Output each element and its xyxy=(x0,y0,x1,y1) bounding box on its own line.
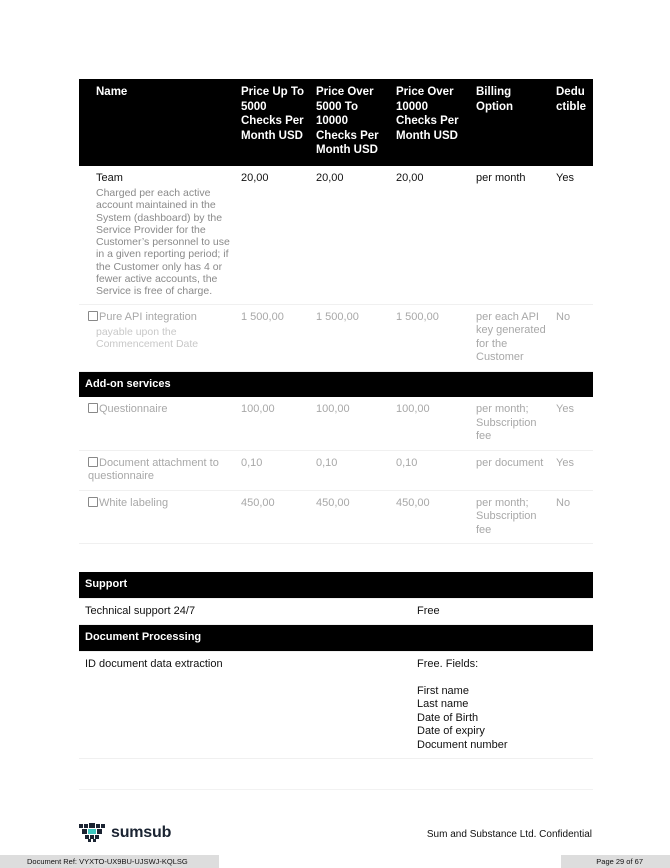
fields-heading: Free. Fields: xyxy=(417,657,479,670)
row-deductible: Yes xyxy=(552,166,593,305)
row-name: White labeling xyxy=(99,496,169,509)
support-section-row xyxy=(79,572,593,598)
row-billing: per month; Subscription fee xyxy=(472,397,552,450)
table-row xyxy=(79,166,593,305)
support-item: Technical support 24/7 xyxy=(79,598,411,625)
confidential-label: Sum and Substance Ltd. Confidential xyxy=(426,829,592,840)
row-billing: per month xyxy=(472,166,552,305)
header-name: Name xyxy=(79,79,237,166)
option-checkbox[interactable] xyxy=(88,403,98,413)
row-tier3: 20,00 xyxy=(392,166,472,305)
row-tier1: 1 500,00 xyxy=(237,304,312,371)
header-billing: Billing Option xyxy=(472,79,552,166)
divider xyxy=(79,789,593,790)
field-item: Document number xyxy=(417,738,508,751)
table-row xyxy=(79,304,593,371)
row-name: Pure API integration xyxy=(99,310,197,323)
addon-section-row xyxy=(79,371,593,397)
row-tier1: 450,00 xyxy=(237,490,312,544)
header-deductible: Deductible xyxy=(552,79,593,166)
row-name-cell xyxy=(79,450,237,490)
row-tier1: 100,00 xyxy=(237,397,312,450)
table-row xyxy=(79,598,593,625)
row-tier3: 1 500,00 xyxy=(392,304,472,371)
row-tier3: 100,00 xyxy=(392,397,472,450)
row-tier1: 0,10 xyxy=(237,450,312,490)
row-name: Document attachment to questionnaire xyxy=(88,456,219,483)
row-tier1: 20,00 xyxy=(237,166,312,305)
field-item: Last name xyxy=(417,698,469,710)
row-description: payable upon the Commencement Date xyxy=(96,326,199,351)
field-item: Date of Birth xyxy=(417,711,479,724)
row-billing: per month; Subscription fee xyxy=(472,490,552,544)
row-tier2: 0,10 xyxy=(312,450,392,490)
table-row xyxy=(79,450,593,490)
pricing-header-row xyxy=(79,79,593,166)
row-tier2: 20,00 xyxy=(312,166,392,305)
table-row xyxy=(79,490,593,544)
row-deductible: No xyxy=(552,490,593,544)
option-checkbox[interactable] xyxy=(88,497,98,507)
brand-logo xyxy=(79,823,171,843)
row-name: Team xyxy=(96,171,123,184)
option-checkbox[interactable] xyxy=(88,311,98,321)
row-name: Questionnaire xyxy=(99,403,168,416)
row-deductible: Yes xyxy=(552,397,593,450)
document-processing-title: Document Processing xyxy=(79,625,593,652)
table-row xyxy=(79,397,593,450)
support-title: Support xyxy=(79,572,593,598)
row-billing: per document xyxy=(472,450,552,490)
table-row xyxy=(79,651,593,759)
row-tier3: 0,10 xyxy=(392,450,472,490)
row-deductible: No xyxy=(552,304,593,371)
document-ref: Document Ref: VYXTO-UX9BU-UJSWJ-KQLSG xyxy=(0,855,219,868)
row-tier2: 100,00 xyxy=(312,397,392,450)
document-processing-value xyxy=(411,651,593,759)
header-tier2: Price Over 5000 To 10000 Checks Per Month USD xyxy=(312,79,392,166)
addon-section-title: Add-on services xyxy=(79,371,593,397)
services-table xyxy=(79,572,593,759)
page-number: Page 29 of 67 xyxy=(561,855,670,868)
brand-name: sumsub xyxy=(111,824,172,841)
row-description: Charged per each active account maintained in the System (dashboard) by the Service Provider for the Customer’s personnel to use in a given reporting period; if the Customer only has 4 or fewer active accounts, the Service is free of charge. xyxy=(96,187,230,298)
support-value: Free xyxy=(411,598,593,625)
row-billing: per each API key generated for the Customer xyxy=(472,304,552,371)
document-processing-section-row xyxy=(79,625,593,652)
option-checkbox[interactable] xyxy=(88,457,98,467)
row-name-cell xyxy=(79,397,237,450)
header-tier3: Price Over 10000 Checks Per Month USD xyxy=(392,79,472,166)
row-name-cell xyxy=(79,490,237,544)
row-tier2: 450,00 xyxy=(312,490,392,544)
document-processing-item: ID document data extraction xyxy=(79,651,411,759)
row-name-cell xyxy=(79,304,237,371)
row-deductible: Yes xyxy=(552,450,593,490)
field-item: First name xyxy=(417,684,469,697)
row-tier2: 1 500,00 xyxy=(312,304,392,371)
pricing-table xyxy=(79,79,593,544)
header-tier1: Price Up To 5000 Checks Per Month USD xyxy=(237,79,312,166)
field-item: Date of expiry xyxy=(417,725,485,737)
row-name-cell xyxy=(79,166,237,305)
row-tier3: 450,00 xyxy=(392,490,472,544)
sumsub-logo-icon xyxy=(79,823,105,843)
